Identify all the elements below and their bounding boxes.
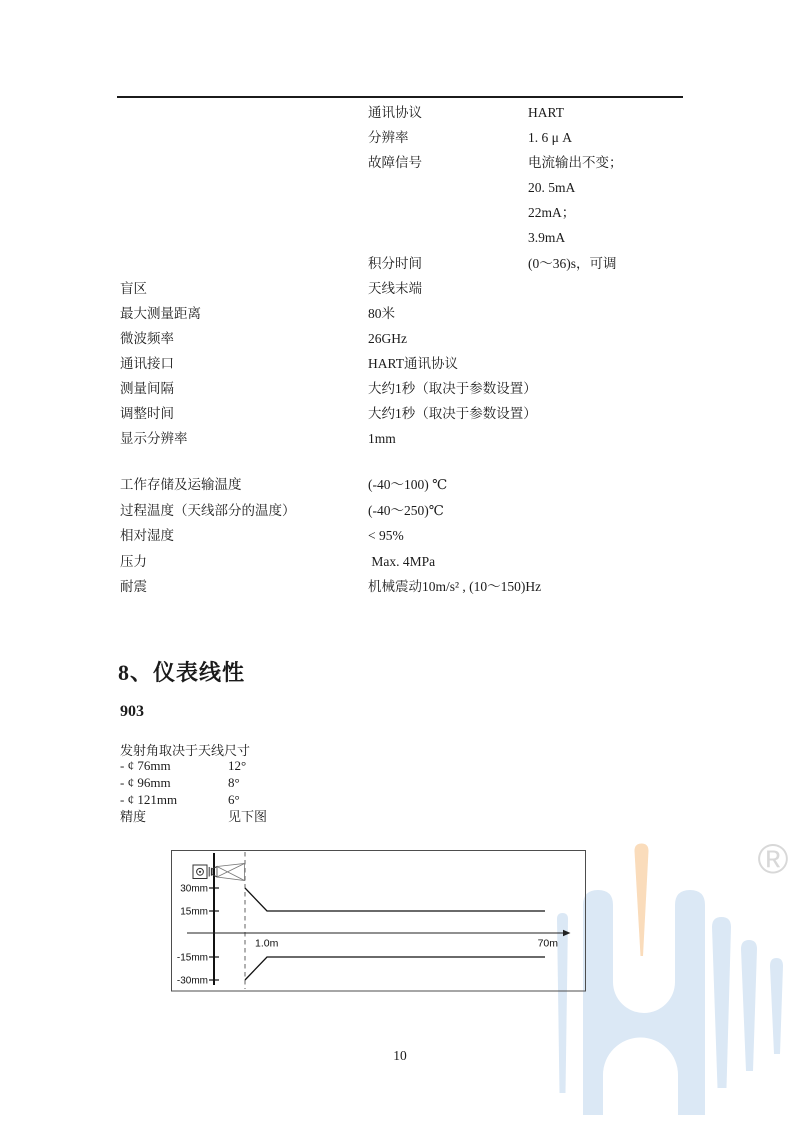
spec-mid: 大约1秒（取决于参数设置） bbox=[368, 381, 537, 397]
spec-row bbox=[0, 225, 800, 250]
tick-label-neg15mm: -15mm bbox=[176, 952, 208, 964]
section-heading: 8、仪表线性 bbox=[118, 660, 246, 685]
registered-trademark-icon: ® bbox=[757, 835, 789, 882]
environment-spec-table bbox=[0, 472, 800, 600]
spec-value: (0～36)s，可调 bbox=[528, 255, 617, 271]
spec-row bbox=[0, 376, 800, 401]
beam-value: 12° bbox=[228, 758, 247, 773]
spec-row bbox=[0, 301, 800, 326]
spec-label: 压力 bbox=[120, 553, 147, 569]
beam-row bbox=[120, 792, 420, 809]
spec-table bbox=[0, 100, 800, 451]
spec-value: 机械震动10m/s² , (10～150)Hz bbox=[368, 579, 542, 594]
spec-value: 电流输出不变； bbox=[528, 155, 623, 171]
spec-row bbox=[0, 100, 800, 125]
tick-label-15mm: 15mm bbox=[180, 906, 208, 918]
spec-mid: 天线末端 bbox=[368, 280, 422, 296]
spec-label: 最大测量距离 bbox=[120, 305, 201, 321]
spec-value: (-40～250)℃ bbox=[368, 502, 444, 518]
beam-label: - ¢ 76mm bbox=[120, 758, 171, 773]
spec-label: 耐震 bbox=[120, 579, 147, 594]
spec-label: 相对湿度 bbox=[120, 528, 174, 543]
beam-label: 精度 bbox=[120, 808, 147, 824]
beam-row bbox=[120, 775, 420, 792]
accuracy-diagram bbox=[171, 850, 586, 992]
spec-label: 微波频率 bbox=[120, 330, 174, 346]
axis-arrowhead bbox=[563, 930, 571, 936]
table-top-rule bbox=[117, 96, 683, 98]
spec-value: Max. 4MPa bbox=[368, 553, 436, 569]
spec-row bbox=[0, 251, 800, 276]
env-row bbox=[0, 472, 800, 498]
spec-value: 20. 5mA bbox=[528, 180, 576, 196]
beam-value: 见下图 bbox=[228, 808, 268, 824]
spec-row bbox=[0, 175, 800, 200]
spec-label: 过程温度（天线部分的温度） bbox=[120, 502, 296, 518]
beam-angle-note: 发射角取决于天线尺寸 bbox=[120, 743, 251, 758]
radar-sensor-icon bbox=[193, 864, 245, 881]
spec-row bbox=[0, 401, 800, 426]
spec-label: 盲区 bbox=[120, 280, 147, 296]
x-label-near: 1.0m bbox=[255, 937, 279, 950]
spec-label: 工作存储及运输温度 bbox=[120, 477, 242, 492]
x-label-far: 70m bbox=[537, 937, 558, 950]
spec-label: 测量间隔 bbox=[120, 381, 174, 397]
diagram-border bbox=[172, 851, 586, 992]
spec-row bbox=[0, 276, 800, 301]
env-row bbox=[0, 498, 800, 524]
spec-value: 3.9mA bbox=[528, 230, 566, 246]
beam-value: 8° bbox=[228, 774, 240, 790]
beam-row bbox=[120, 809, 420, 826]
beam-row bbox=[120, 758, 420, 775]
upper-tolerance-line bbox=[245, 888, 545, 911]
beam-value: 6° bbox=[228, 791, 240, 807]
page-number: 10 bbox=[393, 1048, 407, 1063]
spec-mid: 80米 bbox=[368, 305, 395, 321]
env-row bbox=[0, 523, 800, 549]
spec-mid: 大约1秒（取决于参数设置） bbox=[368, 406, 537, 422]
spec-row bbox=[0, 150, 800, 175]
beam-label: - ¢ 96mm bbox=[120, 774, 171, 790]
tick-label-neg30mm: -30mm bbox=[176, 975, 208, 987]
spec-value: 1. 6 μ A bbox=[528, 130, 572, 146]
spec-row bbox=[0, 200, 800, 225]
env-row bbox=[0, 549, 800, 575]
spec-mid: 通讯协议 bbox=[368, 105, 422, 120]
spec-value: HART bbox=[528, 105, 564, 120]
spec-row bbox=[0, 125, 800, 150]
env-row bbox=[0, 574, 800, 600]
beam-angle-table bbox=[120, 758, 420, 826]
spec-value: (-40～100) ℃ bbox=[368, 477, 448, 492]
spec-row bbox=[0, 351, 800, 376]
lower-tolerance-line bbox=[245, 957, 545, 980]
spec-row bbox=[0, 426, 800, 451]
spec-mid: 积分时间 bbox=[368, 255, 422, 271]
spec-label: 通讯接口 bbox=[120, 355, 174, 371]
spec-mid: 故障信号 bbox=[368, 155, 422, 171]
spec-mid: HART通讯协议 bbox=[368, 355, 458, 371]
spec-value: 22mA； bbox=[528, 205, 576, 221]
beam-label: - ¢ 121mm bbox=[120, 791, 178, 807]
spec-label: 调整时间 bbox=[120, 406, 174, 422]
spec-mid: 26GHz bbox=[368, 330, 407, 346]
spec-mid: 1mm bbox=[368, 431, 396, 447]
spec-mid: 分辨率 bbox=[368, 130, 409, 146]
spec-row bbox=[0, 326, 800, 351]
spec-value: < 95% bbox=[368, 528, 404, 543]
spec-label: 显示分辨率 bbox=[120, 431, 188, 447]
model-number: 903 bbox=[120, 703, 144, 720]
tick-label-30mm: 30mm bbox=[180, 883, 208, 895]
